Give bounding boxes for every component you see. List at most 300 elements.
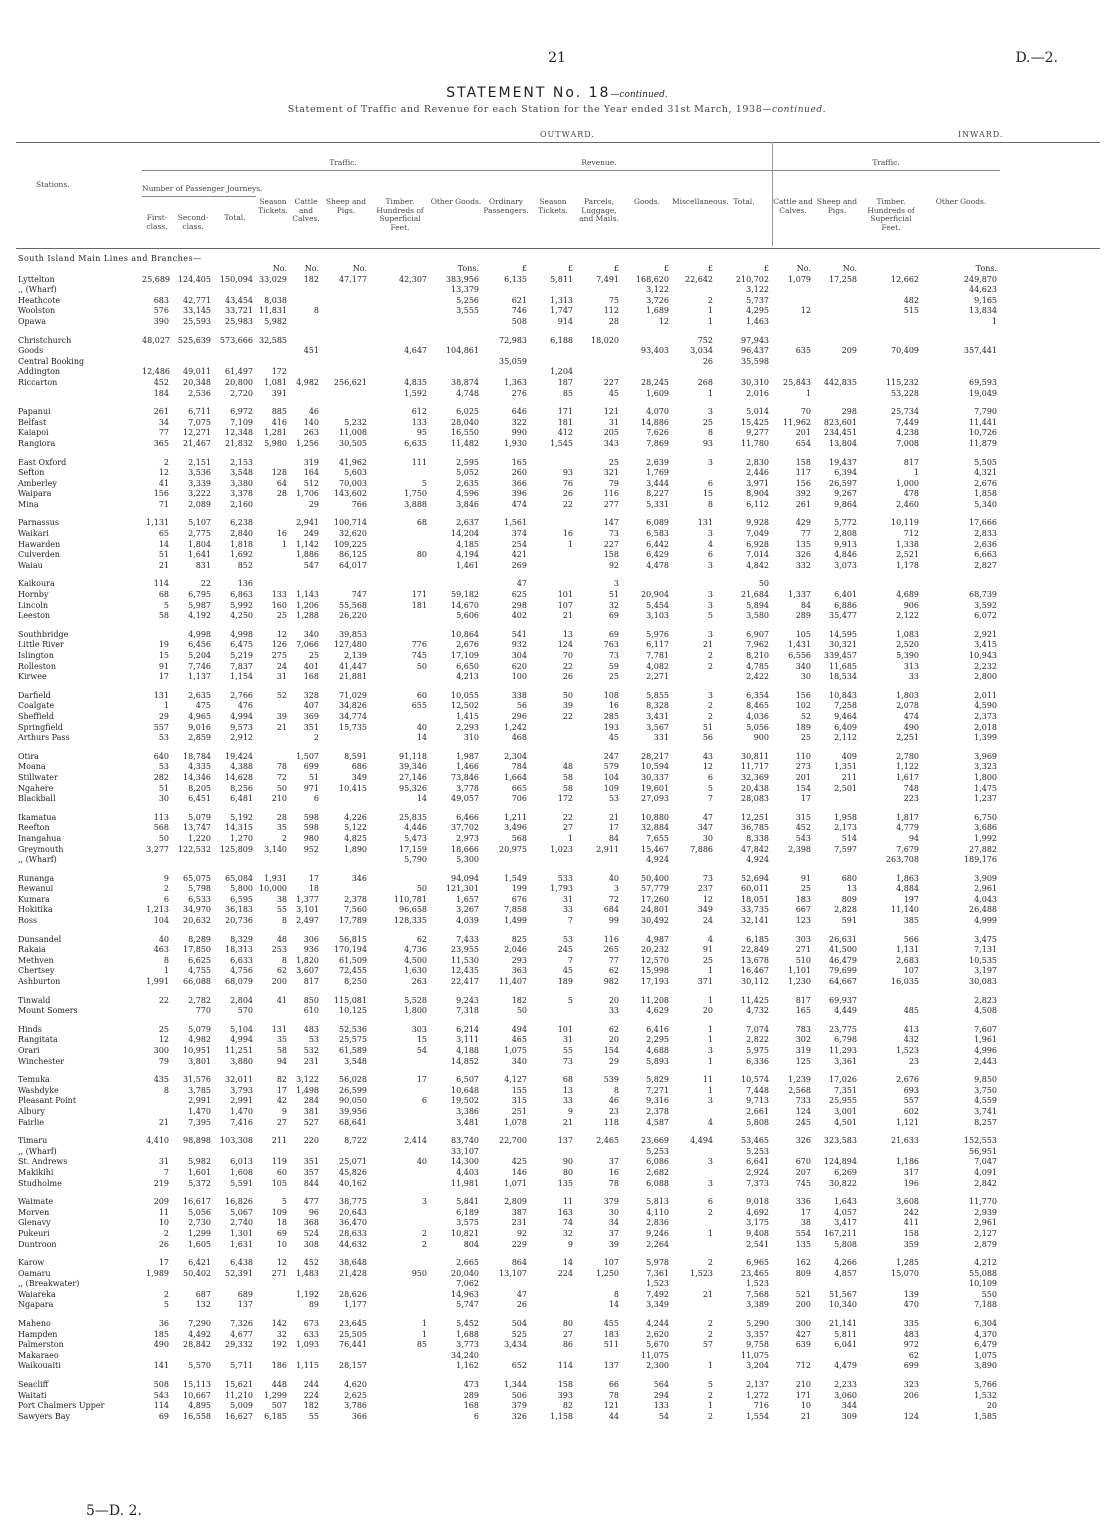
table-cell: 4,895 — [188, 1401, 211, 1411]
table-cell: 308 — [303, 1239, 319, 1249]
table-row — [16, 784, 1100, 795]
table-cell: 5,670 — [646, 1340, 669, 1350]
table-cell: 45 — [608, 388, 619, 398]
table-cell: 2,676 — [974, 478, 997, 488]
station-name: Heathcote — [18, 295, 61, 305]
table-cell: 506 — [511, 1390, 527, 1400]
table-cell: 2 — [281, 833, 287, 843]
table-cell — [290, 855, 322, 866]
table-cell: 665 — [511, 783, 527, 793]
table-cell: 26 — [702, 356, 713, 366]
table-cell: 172 — [557, 794, 573, 804]
table-cell: 13 — [846, 884, 857, 894]
table-cell: 30,811 — [741, 751, 769, 761]
table-cell: 70 — [562, 651, 573, 660]
column-headers — [16, 142, 1100, 246]
table-row — [16, 1147, 1100, 1158]
table-cell: 4,244 — [646, 1319, 669, 1329]
table-cell: 7,597 — [834, 844, 857, 854]
table-cell — [530, 1300, 576, 1311]
table-cell: 411 — [903, 1218, 919, 1228]
table-cell: 1,992 — [974, 833, 997, 843]
table-cell: 10,119 — [891, 518, 919, 528]
table-cell: 1,281 — [264, 428, 287, 438]
table-cell: 1,532 — [974, 1390, 997, 1400]
table-cell: 90 — [562, 1157, 573, 1167]
table-cell: 346 — [351, 873, 367, 883]
table-cell — [142, 346, 172, 357]
table-cell: 35 — [276, 1035, 287, 1045]
table-cell: 776 — [411, 640, 427, 650]
table-cell: 5,606 — [456, 611, 479, 621]
table-cell: 263,708 — [885, 855, 919, 865]
table-cell: 77 — [158, 428, 169, 438]
table-cell: 33,107 — [451, 1146, 479, 1156]
table-row — [16, 275, 1100, 286]
station-name: Otira — [18, 751, 39, 761]
table-cell: 6,189 — [456, 1207, 479, 1217]
table-cell: 43 — [702, 751, 713, 761]
table-cell: 289 — [463, 1390, 479, 1400]
table-cell: 4,587 — [646, 1117, 669, 1127]
table-cell: 1,991 — [146, 977, 169, 987]
table-cell: 374 — [511, 529, 527, 539]
table-cell: 568 — [511, 833, 527, 843]
table-cell: 7,066 — [296, 640, 319, 650]
table-cell: 77 — [800, 529, 811, 539]
table-cell: 171 — [411, 590, 427, 600]
table-cell: 557 — [903, 1096, 919, 1106]
table-row — [16, 1401, 1100, 1412]
table-cell: 1,549 — [504, 873, 527, 883]
table-cell — [772, 296, 814, 307]
table-cell: 6,089 — [646, 518, 669, 528]
station-name: Waipara — [18, 489, 52, 499]
table-cell: 51 — [158, 550, 169, 560]
table-cell: 42,307 — [399, 274, 427, 284]
table-cell: 676 — [511, 894, 527, 904]
table-cell: 71 — [158, 499, 169, 509]
table-cell: 1,377 — [296, 894, 319, 904]
table-cell — [530, 518, 576, 529]
table-cell: 16,826 — [225, 1197, 253, 1207]
table-cell: 52,694 — [741, 873, 769, 883]
table-cell: 4,082 — [646, 661, 669, 671]
table-cell: 6,072 — [974, 611, 997, 621]
table-cell: 1 — [707, 316, 713, 326]
table-cell: 249,870 — [963, 274, 997, 284]
table-cell — [814, 1147, 860, 1158]
table-cell — [530, 550, 576, 561]
table-cell: 9,913 — [834, 539, 857, 549]
unit-label — [214, 264, 256, 275]
table-cell: 387 — [511, 1207, 527, 1217]
table-cell: 5,079 — [188, 1024, 211, 1034]
table-cell — [370, 1147, 430, 1158]
table-cell: 2,661 — [746, 1106, 769, 1116]
table-cell: 69,593 — [969, 377, 997, 387]
table-cell: 50 — [516, 1006, 527, 1016]
table-row — [16, 945, 1100, 956]
station-name: Ashburton — [18, 977, 61, 987]
table-cell: 113 — [153, 812, 169, 822]
column-heading: First-class. — [146, 213, 168, 231]
station-name: Sheffield — [18, 711, 55, 721]
table-cell: 3,575 — [456, 1218, 479, 1228]
table-cell: 4,501 — [834, 1117, 857, 1127]
table-cell — [482, 367, 530, 378]
table-row — [16, 884, 1100, 895]
table-cell: 64,667 — [829, 977, 857, 987]
table-cell: 654 — [795, 438, 811, 448]
table-cell: 73 — [562, 1056, 573, 1066]
station-name: Methven — [18, 955, 54, 965]
table-cell: 85 — [562, 388, 573, 398]
table-cell: 10 — [800, 1401, 811, 1411]
table-cell: 6 — [313, 794, 319, 804]
table-cell: 1 — [163, 966, 169, 976]
table-cell — [370, 1279, 430, 1290]
table-cell: 3,357 — [746, 1329, 769, 1339]
table-cell: 18 — [308, 884, 319, 894]
column-heading: Miscellaneous. — [672, 197, 729, 206]
table-cell: 112 — [603, 306, 619, 316]
table-cell: 206 — [903, 1390, 919, 1400]
table-cell: 494 — [511, 1024, 527, 1034]
table-cell: 50 — [562, 690, 573, 700]
table-cell: 9,267 — [834, 489, 857, 499]
table-cell: 193 — [603, 722, 619, 732]
unit-label: Tons. — [975, 264, 997, 273]
table-cell: 121,301 — [445, 884, 479, 894]
table-cell: 211 — [271, 1136, 287, 1146]
table-cell: 16,035 — [891, 977, 919, 987]
table-cell: 1,631 — [230, 1239, 253, 1249]
table-row — [16, 1075, 1100, 1086]
table-cell: 34 — [608, 1218, 619, 1228]
station-group — [16, 1025, 1100, 1067]
table-cell: 763 — [603, 640, 619, 650]
table-cell — [370, 529, 430, 540]
table-cell: 712 — [903, 529, 919, 539]
table-cell: 2,961 — [974, 884, 997, 894]
table-cell: 633 — [303, 1329, 319, 1339]
table-cell: 339,457 — [823, 651, 857, 660]
station-group — [16, 935, 1100, 988]
table-cell: 68,079 — [225, 977, 253, 987]
table-cell: 1 — [707, 1035, 713, 1045]
table-cell: 3 — [707, 1046, 713, 1055]
table-cell: 211 — [841, 772, 857, 782]
table-cell: 64,017 — [339, 560, 367, 570]
station-name: Chertsey — [18, 966, 55, 976]
table-cell — [256, 579, 290, 590]
table-cell: 1,987 — [456, 751, 479, 761]
table-cell — [576, 1279, 622, 1290]
table-cell: 224 — [303, 1390, 319, 1400]
table-row — [16, 428, 1100, 439]
table-cell: 4,213 — [456, 672, 479, 682]
table-cell: 4,335 — [188, 762, 211, 772]
table-cell: 2,497 — [296, 916, 319, 926]
table-cell: 20,040 — [451, 1268, 479, 1278]
table-cell: 69 — [608, 629, 619, 639]
station-group — [16, 458, 1100, 511]
table-cell: 6,595 — [230, 894, 253, 904]
table-cell: 55 — [562, 1046, 573, 1055]
table-cell: 45,826 — [339, 1167, 367, 1177]
table-cell: 30,310 — [741, 377, 769, 387]
table-cell: 8 — [163, 955, 169, 965]
table-cell: 168 — [463, 1401, 479, 1411]
table-cell: 75 — [608, 295, 619, 305]
table-cell: 4,590 — [974, 701, 997, 711]
stations-heading: Stations. — [36, 180, 70, 189]
table-cell: 5 — [567, 995, 573, 1005]
table-cell: 231 — [511, 1218, 527, 1228]
table-row — [16, 1006, 1100, 1017]
table-cell: 823,601 — [823, 417, 857, 427]
table-cell — [530, 346, 576, 357]
table-cell: 2,443 — [974, 1056, 997, 1066]
table-cell: 4,779 — [896, 823, 919, 833]
table-cell: 313 — [903, 661, 919, 671]
table-cell: 7,869 — [646, 438, 669, 448]
table-cell: 2,078 — [896, 701, 919, 711]
table-cell: 7,326 — [230, 1319, 253, 1329]
table-cell: 5 — [163, 600, 169, 610]
station-name: Riccarton — [18, 377, 58, 387]
table-cell: 2 — [707, 701, 713, 711]
table-cell: 4,110 — [646, 1207, 669, 1217]
table-cell: 733 — [795, 1096, 811, 1106]
table-cell: 4,755 — [188, 966, 211, 976]
table-cell: 4,127 — [504, 1075, 527, 1085]
table-cell: 1,177 — [344, 1300, 367, 1310]
table-cell: 137 — [237, 1300, 253, 1310]
table-cell: 326 — [511, 1411, 527, 1421]
table-cell: 50,400 — [641, 873, 669, 883]
table-cell: 171 — [795, 1390, 811, 1400]
table-cell: 8,328 — [646, 701, 669, 711]
table-cell: 1,154 — [230, 672, 253, 682]
table-cell: 4,994 — [230, 1035, 253, 1045]
table-cell: 294 — [653, 1390, 669, 1400]
table-cell: 3 — [707, 629, 713, 639]
table-cell: 5,711 — [230, 1361, 253, 1371]
table-cell: 2,373 — [974, 711, 997, 721]
table-cell: 2,378 — [646, 1106, 669, 1116]
table-cell: 5,790 — [404, 855, 427, 865]
table-cell: 3,034 — [690, 346, 713, 356]
table-cell: 5,107 — [188, 518, 211, 528]
station-group — [16, 996, 1100, 1017]
table-cell: 9,016 — [188, 722, 211, 732]
table-cell: 1,706 — [296, 489, 319, 499]
table-cell: 64 — [276, 478, 287, 488]
table-cell: 72 — [608, 894, 619, 904]
station-name: Waikari — [18, 529, 49, 539]
table-cell: 69 — [158, 1411, 169, 1421]
table-cell: 655 — [411, 701, 427, 711]
table-cell: 2,840 — [230, 529, 253, 539]
table-cell: 41 — [158, 478, 169, 488]
table-cell: 4,057 — [834, 1207, 857, 1217]
table-cell: 56 — [702, 733, 713, 743]
table-cell: 2,921 — [974, 629, 997, 639]
table-cell: 1,131 — [896, 945, 919, 955]
table-cell: 182 — [303, 274, 319, 284]
table-cell: 640 — [153, 751, 169, 761]
table-cell: 1,804 — [188, 539, 211, 549]
table-cell: 1,523 — [646, 1279, 669, 1289]
table-cell: 3,434 — [504, 1340, 527, 1350]
column-heading: Other Goods. — [430, 197, 482, 206]
table-cell — [672, 468, 716, 479]
table-cell — [672, 367, 716, 378]
table-cell: 14,670 — [451, 600, 479, 610]
table-cell: 8,210 — [746, 651, 769, 660]
table-cell: 5,014 — [746, 407, 769, 417]
unit-label: No. — [304, 264, 319, 273]
table-cell: 28,842 — [183, 1340, 211, 1350]
table-cell: 12 — [276, 1258, 287, 1268]
statement-subtitle-suffix: —continued. — [762, 105, 827, 115]
table-cell: 4,998 — [188, 629, 211, 639]
table-cell: 78 — [608, 1390, 619, 1400]
table-cell: 9,713 — [746, 1096, 769, 1106]
table-cell: 2,501 — [834, 783, 857, 793]
table-cell: 183 — [603, 1329, 619, 1339]
table-cell: 5,772 — [834, 518, 857, 528]
table-cell: 50 — [276, 783, 287, 793]
table-cell: 385 — [903, 916, 919, 926]
table-row — [16, 500, 1100, 511]
table-cell: 566 — [903, 934, 919, 944]
table-cell: 1,930 — [504, 438, 527, 448]
table-cell — [322, 296, 370, 307]
table-cell: 4,756 — [230, 966, 253, 976]
table-cell: 1,351 — [834, 762, 857, 772]
table-cell: 2 — [707, 1329, 713, 1339]
station-name: Arthurs Pass — [18, 733, 70, 743]
table-row — [16, 845, 1100, 856]
table-cell: 13,379 — [451, 285, 479, 295]
table-cell: 80 — [416, 550, 427, 560]
table-cell: 33 — [908, 672, 919, 682]
table-cell: 51 — [308, 772, 319, 782]
table-cell — [322, 733, 370, 744]
table-cell: 42,771 — [183, 295, 211, 305]
table-cell: 7,679 — [896, 844, 919, 854]
station-name: Goods — [18, 346, 44, 356]
table-cell: 103,308 — [219, 1136, 253, 1146]
table-row — [16, 346, 1100, 357]
table-cell: 4,250 — [230, 611, 253, 621]
table-cell: 14 — [416, 794, 427, 804]
table-cell: 158 — [903, 1228, 919, 1238]
table-cell: 3,548 — [344, 1056, 367, 1066]
table-cell: 73 — [702, 873, 713, 883]
table-cell — [814, 357, 860, 368]
table-cell: 683 — [153, 295, 169, 305]
table-cell: 3,386 — [456, 1106, 479, 1116]
table-cell: 1 — [707, 1085, 713, 1095]
table-cell: 5,893 — [646, 1056, 669, 1066]
table-cell — [322, 1279, 370, 1290]
table-cell: 4,982 — [188, 1035, 211, 1045]
table-cell: 2,941 — [296, 518, 319, 528]
table-cell: 4,620 — [344, 1380, 367, 1390]
table-cell: 6 — [163, 894, 169, 904]
table-cell: 25,734 — [891, 407, 919, 417]
table-cell: 852 — [237, 560, 253, 570]
table-cell: 2,414 — [404, 1136, 427, 1146]
table-cell: 482 — [903, 295, 919, 305]
table-cell: 3,222 — [188, 489, 211, 499]
table-cell — [172, 1147, 214, 1158]
table-cell: 47 — [702, 812, 713, 822]
table-cell: 32,011 — [225, 1075, 253, 1085]
table-cell: 33,721 — [225, 306, 253, 316]
table-cell: 111 — [411, 457, 427, 467]
table-cell — [860, 357, 922, 368]
table-cell: 4,370 — [974, 1329, 997, 1339]
table-cell: 1 — [707, 1361, 713, 1371]
table-cell: 864 — [511, 1258, 527, 1268]
station-name: Glenavy — [18, 1218, 51, 1228]
station-name: Lincoln — [18, 600, 49, 610]
table-cell — [860, 996, 922, 1007]
table-cell: 2,422 — [746, 672, 769, 682]
table-cell: 5,122 — [344, 823, 367, 833]
table-cell: 40,162 — [339, 1178, 367, 1188]
table-cell: 30,112 — [741, 977, 769, 987]
table-cell: 12,570 — [641, 955, 669, 965]
table-cell: 11,293 — [829, 1046, 857, 1055]
table-row — [16, 389, 1100, 400]
table-row — [16, 479, 1100, 490]
table-cell: 5,811 — [550, 274, 573, 284]
station-name: Winchester — [18, 1056, 65, 1066]
station-name: Central Booking — [18, 356, 85, 366]
table-cell: 817 — [303, 977, 319, 987]
table-cell: 748 — [903, 783, 919, 793]
table-cell: 12,348 — [225, 428, 253, 438]
station-group — [16, 1197, 1100, 1250]
table-cell: 21 — [158, 560, 169, 570]
table-cell: 6,928 — [746, 539, 769, 549]
table-cell: 3 — [707, 600, 713, 610]
table-cell: 3,197 — [974, 966, 997, 976]
table-cell: 2,911 — [596, 844, 619, 854]
table-cell: 22 — [158, 995, 169, 1005]
column-heading: Sheep and Pigs. — [816, 197, 858, 215]
table-cell: 21,467 — [183, 438, 211, 448]
table-cell: 2,635 — [456, 478, 479, 488]
table-cell: 142 — [271, 1319, 287, 1329]
table-cell: 3,608 — [896, 1197, 919, 1207]
table-cell: 73,846 — [451, 772, 479, 782]
table-cell: 2,859 — [188, 733, 211, 743]
station-name: Blackball — [18, 794, 56, 804]
table-cell: 6,479 — [974, 1340, 997, 1350]
table-cell: 332 — [795, 560, 811, 570]
station-name: Duntroon — [18, 1239, 57, 1249]
table-cell: 6,185 — [746, 934, 769, 944]
table-cell: 4,492 — [188, 1329, 211, 1339]
table-cell: 3,475 — [974, 934, 997, 944]
